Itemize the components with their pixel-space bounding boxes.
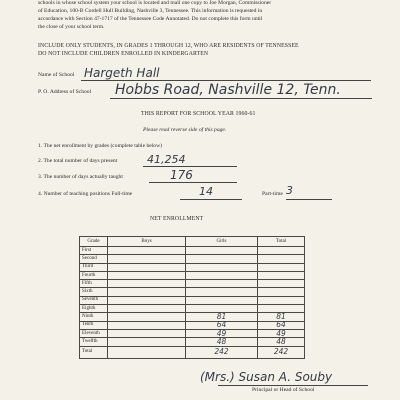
days-present-line <box>143 166 237 167</box>
table-row <box>80 255 305 263</box>
total-cell <box>258 280 305 288</box>
header-total: Total <box>258 237 305 247</box>
signature-label: Principal or Head of School <box>252 387 315 393</box>
boys-cell <box>108 288 186 296</box>
total-cell <box>258 288 305 296</box>
intro-line-1: schools in whose school system your school is located and mail one copy to Joe Morgan, Commissioner <box>38 0 272 6</box>
item-4-teaching-positions: 4. Number of teaching positions Full-time <box>38 191 133 197</box>
grade-cell: Fourth <box>80 271 108 279</box>
total-cell: 81 <box>258 313 305 321</box>
grade-cell: Twelfth <box>80 338 108 346</box>
table-row <box>80 296 305 304</box>
girls-cell <box>186 280 258 288</box>
table-header-row <box>80 237 305 247</box>
total-cell <box>258 271 305 279</box>
grade-cell: Eighth <box>80 305 108 313</box>
intro-line-3: accordance with Section 47-1717 of the Tennessee Code Annotated. Do not complete this form until <box>38 16 263 22</box>
boys-cell <box>108 280 186 288</box>
days-taught-value: 176 <box>170 168 193 182</box>
grade-cell: Sixth <box>80 288 108 296</box>
school-name-value: Hargeth Hall <box>84 66 160 80</box>
school-name-label: Name of School <box>38 72 75 78</box>
table-row <box>80 305 305 313</box>
item-3-days-taught: 3. The number of days actually taught <box>38 174 123 180</box>
header-boys: Boys <box>108 237 186 247</box>
girls-cell: 48 <box>186 338 258 346</box>
total-total: 242 <box>258 346 305 358</box>
address-label: P. O. Address of School <box>38 89 92 95</box>
enrollment-table <box>79 236 305 359</box>
total-boys <box>108 346 186 358</box>
net-enrollment-title: NET ENROLLMENT <box>150 216 204 222</box>
girls-cell: 81 <box>186 313 258 321</box>
reverse-side-note: Please read reverse side of this page. <box>143 127 227 133</box>
total-cell: 49 <box>258 329 305 337</box>
girls-cell <box>186 296 258 304</box>
total-cell <box>258 255 305 263</box>
notice-line-1: INCLUDE ONLY STUDENTS, IN GRADES 1 THROUGH 12, WHO ARE RESIDENTS OF TENNESSEE <box>38 43 299 49</box>
girls-cell: 49 <box>186 329 258 337</box>
table-row <box>80 313 305 321</box>
header-grade: Grade <box>80 237 108 247</box>
header-girls: Girls <box>186 237 258 247</box>
grade-cell: Second <box>80 255 108 263</box>
boys-cell <box>108 329 186 337</box>
total-cell: 48 <box>258 338 305 346</box>
notice-line-2: DO NOT INCLUDE CHILDREN ENROLLED IN KINDERGARTEN <box>38 51 209 57</box>
address-line <box>110 98 372 99</box>
boys-cell <box>108 313 186 321</box>
total-cell <box>258 247 305 255</box>
table-row <box>80 263 305 271</box>
table-row <box>80 280 305 288</box>
boys-cell <box>108 321 186 329</box>
report-year-line: THIS REPORT FOR SCHOOL YEAR 1960-61 <box>141 111 256 117</box>
grade-cell: Fifth <box>80 280 108 288</box>
item-2-days-present: 2. The total number of days present <box>38 158 118 164</box>
intro-line-2: of Education, 100-B Cordell Hull Building, Nashville 3, Tennessee. This information is requested in <box>38 8 263 14</box>
grade-cell: Tenth <box>80 321 108 329</box>
school-name-line <box>81 80 371 81</box>
girls-cell <box>186 263 258 271</box>
table-row <box>80 321 305 329</box>
item-1-net-enrollment: 1. The net enrollment by grades (complete table below) <box>38 143 163 149</box>
address-value: Hobbs Road, Nashville 12, Tenn. <box>115 82 341 98</box>
grade-cell: Ninth <box>80 313 108 321</box>
grade-cell: Seventh <box>80 296 108 304</box>
girls-cell <box>186 271 258 279</box>
part-time-value: 3 <box>286 184 293 197</box>
grade-cell: Third <box>80 263 108 271</box>
boys-cell <box>108 305 186 313</box>
total-cell: 64 <box>258 321 305 329</box>
full-time-line <box>180 199 242 200</box>
total-label: Total <box>80 346 108 358</box>
part-time-label: Part-time <box>262 191 283 197</box>
girls-cell <box>186 288 258 296</box>
boys-cell <box>108 247 186 255</box>
part-time-line <box>286 199 332 200</box>
grade-cell: Eleventh <box>80 329 108 337</box>
signature-line <box>218 385 368 386</box>
boys-cell <box>108 296 186 304</box>
boys-cell <box>108 271 186 279</box>
signature: (Mrs.) Susan A. Souby <box>200 370 333 384</box>
girls-cell: 64 <box>186 321 258 329</box>
table-row <box>80 288 305 296</box>
days-taught-line <box>149 182 237 183</box>
total-cell <box>258 263 305 271</box>
table-total-row <box>80 346 305 358</box>
full-time-value: 14 <box>199 185 213 198</box>
days-present-value: 41,254 <box>147 153 186 166</box>
boys-cell <box>108 338 186 346</box>
grade-cell: First <box>80 247 108 255</box>
total-girls: 242 <box>186 346 258 358</box>
total-cell <box>258 296 305 304</box>
boys-cell <box>108 255 186 263</box>
table-row <box>80 271 305 279</box>
boys-cell <box>108 263 186 271</box>
girls-cell <box>186 255 258 263</box>
table-row <box>80 329 305 337</box>
table-row <box>80 247 305 255</box>
girls-cell <box>186 247 258 255</box>
intro-line-4: the close of your school term. <box>38 24 105 30</box>
table-row <box>80 338 305 346</box>
